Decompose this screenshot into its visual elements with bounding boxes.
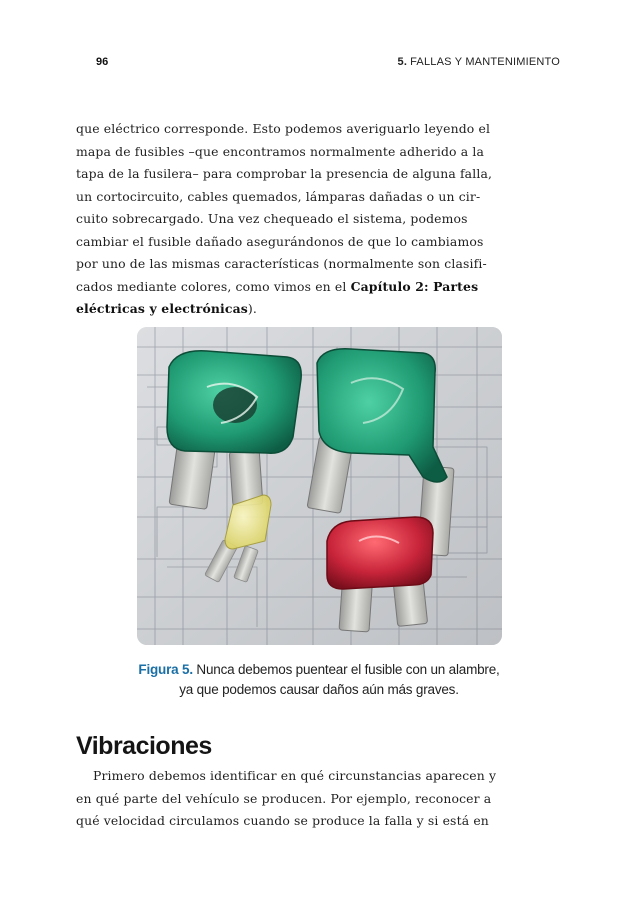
chapter-number: 5. [397,56,408,68]
caption-line: ya que podemos causar daños aún más graves. [179,682,459,697]
body-paragraph [76,118,566,321]
text-line [76,276,566,299]
running-header [0,56,638,76]
text-fragment: ). [247,301,257,316]
page-number: 96 [96,56,109,68]
text-line: en qué parte del vehículo se producen. Por ejemplo, reconocer a [76,790,492,806]
text-line [76,298,566,321]
chapter-reference: Capítulo 2: Partes [350,278,479,294]
figure-label: Figura 5. [138,662,193,677]
chapter-heading [398,56,560,68]
text-line: cuito sobrecargado. Una vez chequeado el sistema, podemos [76,211,468,226]
text-line: que eléctrico corresponde. Esto podemos averiguarlo leyendo el [76,121,491,136]
text-fragment: cados mediante colores, como vimos en el [76,278,351,294]
figure-photo-fuses [137,327,502,645]
text-line: qué velocidad circulamos cuando se produce la falla y si está en [76,813,489,828]
text-line: Primero debemos identificar en qué circunstancias aparecen y [93,768,497,783]
caption-text: Nunca debemos puentear el fusible con un alambre, [192,662,500,677]
figure-caption [0,660,638,700]
text-line: por uno de las mismas características (normalmente son clasifi- [76,256,487,271]
text-line: mapa de fusibles –que encontramos normalmente adherido a la [76,143,485,159]
section-heading: Vibraciones [76,732,212,760]
text-line: un cortocircuito, cables quemados, lámparas dañadas o un cir- [76,188,481,204]
text-line: tapa de la fusilera– para comprobar la presencia de alguna falla, [76,166,493,181]
fuses-illustration [137,327,502,645]
text-line: cambiar el fusible dañado asegurándonos de que lo cambiamos [76,233,484,249]
chapter-reference: eléctricas y electrónicas [76,301,248,316]
body-paragraph [76,765,566,833]
chapter-title: FALLAS Y MANTENIMIENTO [410,56,560,68]
caption-line [0,660,638,680]
